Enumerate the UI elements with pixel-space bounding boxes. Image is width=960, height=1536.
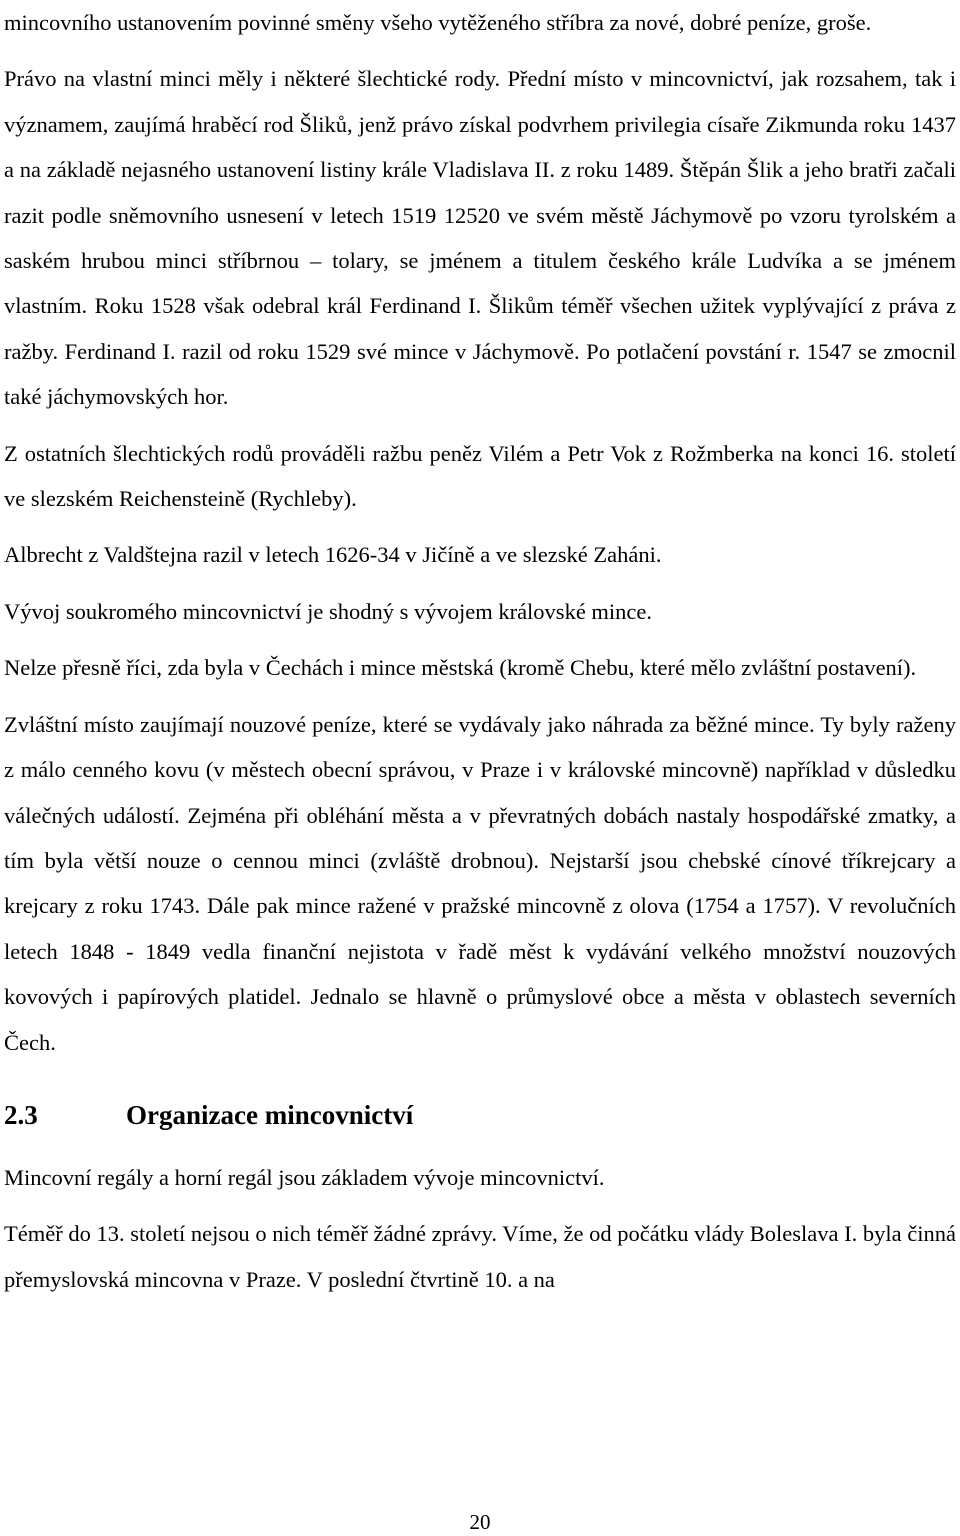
- paragraph-13th-century: Téměř do 13. století nejsou o nich téměř žádné zprávy. Víme, že od počátku vlády Boleslava I. byla činná přemyslovská mincovna v Praze. V poslední čtvrtině 10. a na: [4, 1221, 956, 1292]
- paragraph-city-coinage: Nelze přesně říci, zda byla v Čechách i mince městská (kromě Chebu, které mělo zvláštní postavení).: [4, 655, 917, 681]
- section-heading: [4, 1085, 956, 1145]
- paragraph-noble-coinage: Právo na vlastní minci měly i některé šlechtické rody. Přední místo v mincovnictví, jak rozsahem, tak i významem, zaujímá hraběcí rod Šliků, jenž právo získal podvrhem privilegia císaře Zikmunda roku 1437 a na základě nejasného ustanovení listiny krále Vladislava II. z roku 1489. Štěpán Šlik a jeho bratři začali razit podle sněmovního usnesení v letech 1519 12520 ve svém městě Jáchymově po vzoru tyrolském a saském hrubou minci stříbrnou – tolary, se jménem a titulem českého krále Ludvíka a se jménem vlastním. Roku 1528 však odebral král Ferdinand I. Šlikům téměř všechen užitek vyplývající z práva z ražby. Ferdinand I. razil od roku 1529 své mince v Jáchymově. Po potlačení povstání r. 1547 se zmocnil také jáchymovských hor.: [4, 66, 956, 410]
- paragraph-regalia: Mincovní regály a horní regál jsou základem vývoje mincovnictví.: [4, 1164, 605, 1190]
- paragraph-coinage-continuation: mincovního ustanovením povinné směny všeho vytěženého stříbra za nové, dobré peníze, groše.: [4, 10, 872, 35]
- paragraph-valdstejn: Albrecht z Valdštejna razil v letech 1626-34 v Jičíně a ve slezské Zaháni.: [4, 542, 662, 568]
- section-number: 2.3: [4, 1099, 38, 1130]
- paragraph-emergency-money: Zvláštní místo zaujímají nouzové peníze, které se vydávaly jako náhrada za běžné mince. Ty byly raženy z málo cenného kovu (v městech obecní správou, v Praze i v královské mincovně) například v důsledku válečných událostí. Zejména při obléhání města a v převratných dobách nastaly hospodářské zmatky, a tím byla větší nouze o cennou minci (zvláště drobnou). Nejstarší jsou chebské cínové tříkrejcary a krejcary z roku 1743. Dále pak mince ražené v pražské mincovně z olova (1754 a 1757). V revolučních letech 1848 - 1849 vedla finanční nejistota v řadě měst k vydávání velkého množství nouzových kovových i papírových platidel. Jednalo se hlavně o průmyslové obce a města v oblastech severních Čech.: [4, 711, 956, 1055]
- paragraph-rozmberk: Z ostatních šlechtických rodů prováděli ražbu peněz Vilém a Petr Vok z Rožmberka na konci 16. století ve slezském Reichensteině (Rychleby).: [4, 440, 956, 512]
- paragraph-private-coinage: Vývoj soukromého mincovnictví je shodný s vývojem královské mince.: [4, 598, 653, 624]
- page-number: 20: [469, 1510, 491, 1534]
- section-title: Organizace mincovnictví: [126, 1099, 414, 1130]
